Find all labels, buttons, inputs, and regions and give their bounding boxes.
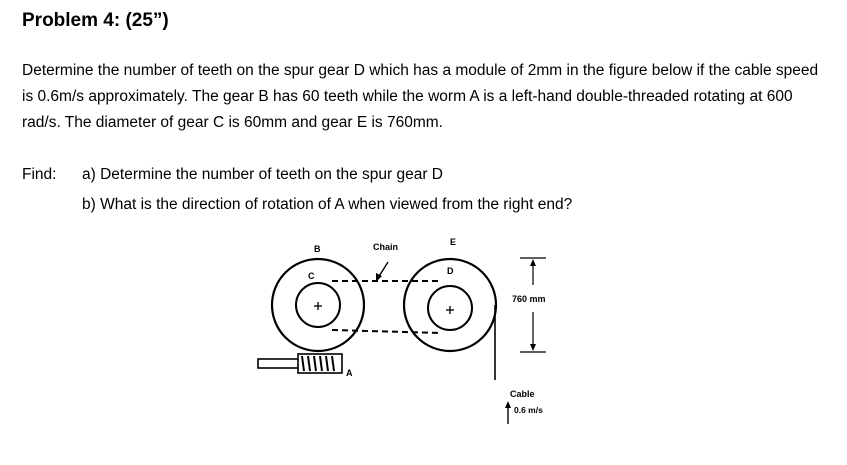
problem-statement: Determine the number of teeth on the spur gear D which has a module of 2mm in the figure below if the cable speed is 0.6m/s approximately. The gear B has 60 teeth while the worm A is a left-hand double-threaded rotating at 600 rad/s. The diameter of gear C is 60mm and gear E is 760mm. xyxy=(22,62,819,131)
label-a: A xyxy=(346,368,353,378)
label-b: B xyxy=(314,244,321,254)
label-c: C xyxy=(308,271,315,281)
find-item-b: b) What is the direction of rotation of A when viewed from the right end? xyxy=(82,196,573,213)
find-item-a: a) Determine the number of teeth on the spur gear D xyxy=(82,166,444,183)
label-dimension: 760 mm xyxy=(512,294,546,304)
label-chain: Chain xyxy=(373,242,399,252)
problem-title: Problem 4: (25”) xyxy=(22,10,169,31)
label-speed: 0.6 m/s xyxy=(514,405,543,415)
label-d: D xyxy=(447,266,454,276)
find-label: Find: xyxy=(22,166,57,183)
worm-shaft xyxy=(258,359,300,368)
label-e: E xyxy=(450,237,457,247)
chain-bottom xyxy=(332,330,442,333)
label-cable: Cable xyxy=(510,389,535,399)
